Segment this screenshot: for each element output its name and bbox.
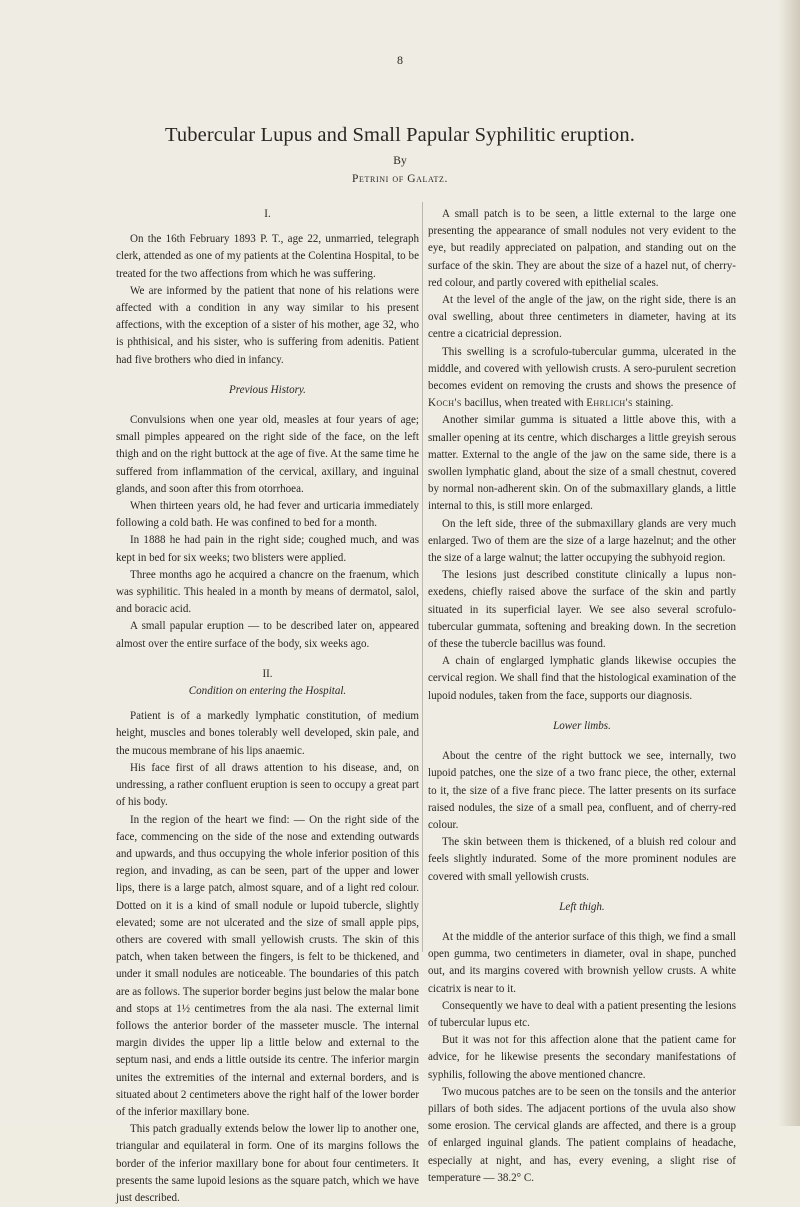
name-ehrlich: Ehrlich's (586, 397, 633, 410)
paragraph: At the middle of the anterior surface of this thigh, we find a small open gumma, two centimeters in diameter, oval in shape, punched out, and its margins covered with brownish yellow crusts. A white cicatrix is near to it. (428, 930, 736, 995)
paragraph: A chain of englarged lymphatic glands likewise occupies the cervical region. We shall find that the histological examination of the lupoid nodules, taken from the face, supports our diagnosis. (428, 655, 736, 702)
paragraph: Patient is of a markedly lymphatic constitution, of medium height, muscles and bones tolerably well developed, skin pale, and the mucous membrane of his lips anaemic. (116, 710, 419, 757)
section-heading-1: I. (264, 208, 271, 220)
paragraph: Two mucous patches are to be seen on the tonsils and the anterior pillars of both sides. The adjacent portions of the uvula also show some erosion. The cervical glands are affected, and there is a group of enlarged inguinal glands. The patient complains of headache, especially at night, and has, every evening, a slight rise of temperature — 38.2° C. (428, 1085, 736, 1184)
paragraph: A small papular eruption — to be described later on, appeared almost over the entire surface of the body, six weeks ago. (116, 620, 419, 650)
text-run: staining. (632, 397, 674, 410)
left-column (116, 206, 419, 1207)
paragraph: This patch gradually extends below the lower lip to another one, triangular and equilateral in form. One of its margins follows the border of the inferior maxillary bone for about four centimeters. It presents the same lupoid lesions as the square patch, which we have just described. (116, 1123, 419, 1204)
section-heading-2: II. (262, 667, 273, 680)
paragraph: About the centre of the right buttock we see, internally, two lupoid patches, one the size of a two franc piece, the other, external to it, the size of a five franc piece. The latter presents on its surface raised nodules, the size of a small pea, confluent, and of cherry-red colour. (428, 750, 736, 831)
paragraph: But it was not for this affection alone that the patient came for advice, for he likewise presents the secondary manifestations of syphilis, following the above mentioned chancre. (428, 1034, 736, 1081)
author-name: Petrini of Galatz. (352, 173, 448, 185)
paragraph (428, 344, 736, 413)
column-divider (422, 202, 423, 952)
paragraph: A small patch is to be seen, a little external to the large one presenting the appearance of small nodules not very evident to the eye, but readily appreciated on palpation, and standing out on the surface of the skin. They are about the size of a hazel nut, of cherry-red colour, and partly covered with epithelial scales. (428, 208, 736, 289)
article-title: Tubercular Lupus and Small Papular Syphilitic eruption. (165, 124, 635, 146)
byline: By (393, 155, 407, 167)
paragraph: Convulsions when one year old, measles at four years of age; small pimples appeared on the right side of the face, on the left thigh and on the right buttock at the age of five. At the same time he suffered from inflammation of the cervical, axillary, and inguinal glands, and soon after this from otorrhoea. (116, 414, 419, 495)
text-run: This swelling is a scrofulo-tubercular gumma, ulcerated in the middle, and covered with yellowish crusts. A sero-purulent secretion becomes evident on removing the crusts and shows the presence of (428, 345, 736, 393)
paragraph: On the left side, three of the submaxillary glands are very much enlarged. Two of them are the size of a large hazelnut; and the other the size of a large walnut; the latter occupying the subhyoid region. (428, 517, 736, 565)
paragraph: When thirteen years old, he had fever and urticaria immediately following a cold bath. He was confined to bed for a month. (116, 500, 419, 530)
paragraph: On the 16th February 1893 P. T., age 22, unmarried, telegraph clerk, attended as one of my patients at the Colentina Hospital, to be treated for the two affections from which he was suffering. (116, 233, 419, 280)
paragraph: His face first of all draws attention to his disease, and, on undressing, a rather confluent eruption is seen to occupy a great part of his body. (116, 761, 419, 809)
page-number: 8 (397, 53, 403, 67)
text-run: bacillus, when treated with (461, 397, 587, 410)
right-column (428, 206, 736, 1187)
subheading-lower-limbs: Lower limbs. (553, 719, 611, 732)
paragraph: In the region of the heart we find: — On the right side of the face, commencing on the side of the nose and extending outwards and upwards, and thus occupying the whole inferior position of this region, and invading, as can be seen, part of the upper and lower lips, there is a large patch, almost square, and of a light red colour. Dotted on it is a kind of small nodule or lupoid tubercle, slightly elevated; some are not ulcerated and the size of small apple pips, others are covered with small yellowish crusts. The skin of this patch, when taken between the fingers, is felt to be thickened, and under it small nodules are noticeable. The boundaries of this patch are as follows. The superior border begins just below the malar bone and stops at 1½ centimetres from the ala nasi. The external limit follows the anterior border of the masseter muscle. The internal margin divides the upper lip a little below and external to the septum nasi, and ends a little outside its centre. The inferior margin unites the extremities of the internal and external borders, and is situated about 2 centimeters above the right half of the lower border of the inferior maxillary bone. (116, 813, 419, 1118)
subheading-left-thigh: Left thigh. (559, 900, 605, 913)
paragraph: The skin between them is thickened, of a bluish red colour and feels slightly indurated. Some of the more prominent nodules are covered with small yellowish crusts. (428, 836, 736, 883)
page-edge-shadow (778, 0, 800, 1126)
paragraph: Three months ago he acquired a chancre on the fraenum, which was syphilitic. This healed in a month by means of dermatol, salol, and boracic acid. (116, 568, 419, 616)
paragraph: The lesions just described constitute clinically a lupus non-exedens, chiefly raised above the surface of the skin and partly situated in its superficial layer. We see also several scrofulo-tubercular gummata, softening and breaking down. In the secretion of these the tubercle bacillus was found. (428, 569, 736, 651)
paragraph: Consequently we have to deal with a patient presenting the lesions of tubercular lupus etc. (428, 999, 736, 1029)
paragraph: We are informed by the patient that none of his relations were affected with a condition in any way similar to his present affections, with the exception of a sister of his mother, age 32, who is phthisical, and his sister, who is suffering from adenitis. Patient had five brothers who died in infancy. (116, 284, 419, 366)
subheading-condition: Condition on entering the Hospital. (188, 685, 347, 698)
name-koch: Koch's (428, 397, 462, 410)
subheading-previous-history: Previous History. (229, 383, 306, 396)
paragraph: In 1888 he had pain in the right side; coughed much, and was kept in bed for six weeks; two blisters were applied. (116, 534, 419, 564)
paragraph: Another similar gumma is situated a little above this, with a smaller opening at its centre, which discharges a little greyish serous matter. External to the angle of the jaw on the same side, there is a swollen lymphatic gland, about the size of a small chestnut, covered by normal non-adherent skin. On of the submaxillary glands, a little internal to this, is still more enlarged. (428, 414, 736, 513)
paragraph: At the level of the angle of the jaw, on the right side, there is an oval swelling, about three centimeters in diameter, having at its centre a cicatricial depression. (428, 294, 736, 341)
